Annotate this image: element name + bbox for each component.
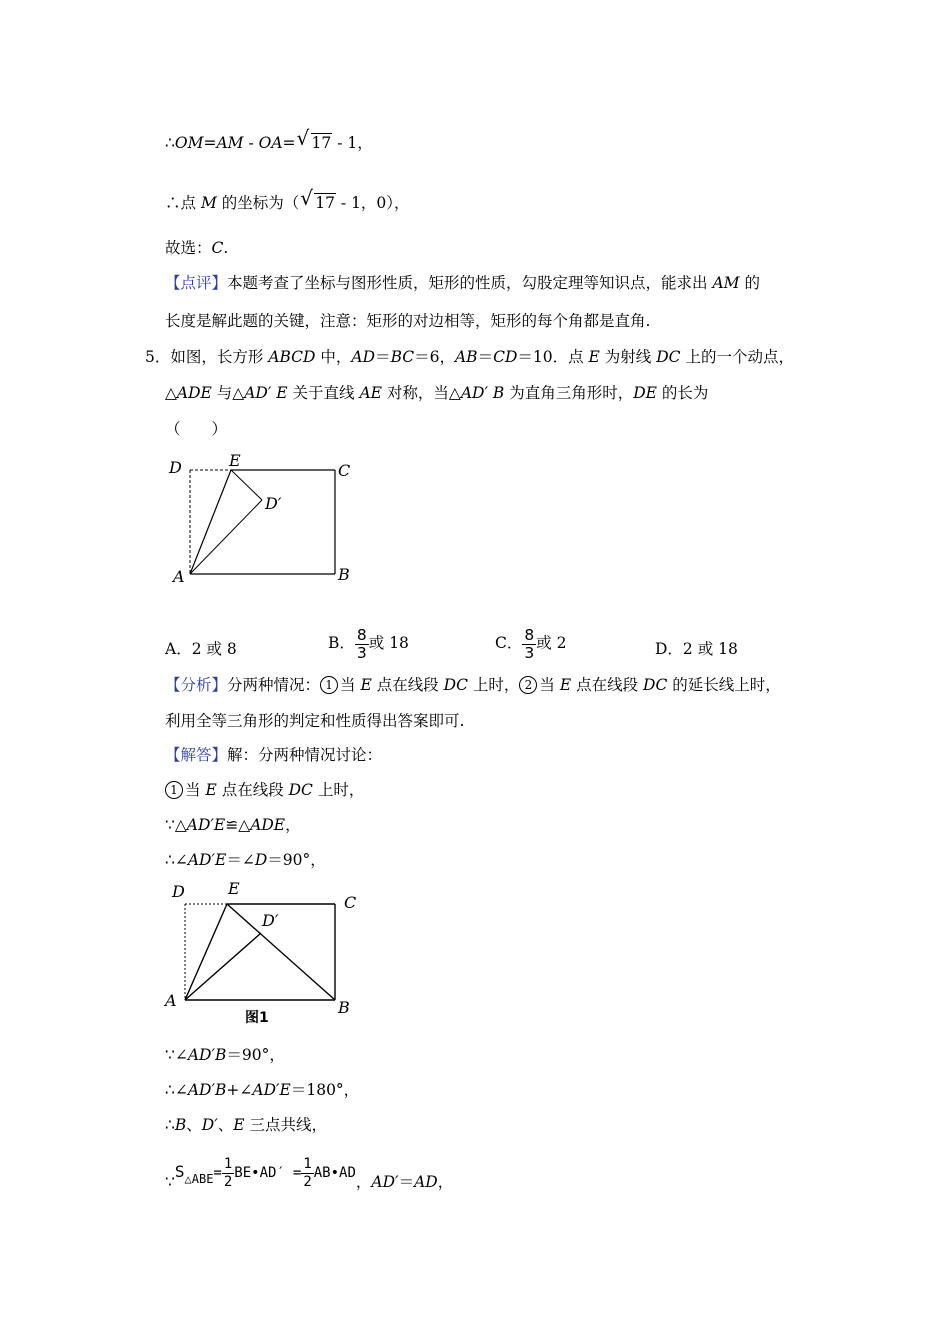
fraction-1-2: $\frac{1}{2}$	[223, 1155, 233, 1190]
sqrt-17: √ 17	[296, 126, 332, 152]
segment-ae	[190, 470, 231, 574]
line-m-coord: ∴点 M 的坐标为（ √ 17 - 1，0），	[165, 186, 410, 212]
solution-line-sum: ∴∠AD′B+∠AD′E＝180°，	[165, 1081, 360, 1099]
question-5-line-1: 5．如图，长方形 ABCD 中，AD＝BC＝6，AB＝CD＝10．点 E 为射线 DC 上的一个动点，	[145, 348, 794, 366]
solution-case-1: 1 当 E 点在线段 DC 上时，	[165, 779, 364, 801]
solution-line-right-angle: ∵∠AD′B＝90°，	[165, 1046, 285, 1064]
solution-line-collinear: ∴B、D′、E 三点共线，	[165, 1116, 328, 1134]
fraction-8-3: $\frac{8}{3}$	[356, 625, 367, 662]
solution-tag: 【解答】	[165, 746, 228, 764]
line-om: ∴OM=AM - OA= √ 17 - 1，	[165, 126, 373, 152]
figure-rectangle-abcd	[165, 452, 365, 587]
fraction-1-2: $\frac{1}{2}$	[303, 1155, 312, 1190]
label-d-prime: D′	[262, 911, 279, 930]
option-c[interactable]: C． $\frac{8}{3}$ 或 2	[495, 625, 567, 662]
figure-1-case	[160, 876, 370, 1028]
solution-line-area: $\because S_{\triangle ABE}=$ $\frac{1}{2}$ BE•AD′ = $\frac{1}{2}$ AB•AD，AD′＝AD，	[165, 1155, 454, 1191]
circled-number-1: 1	[165, 781, 183, 799]
segment-eb	[227, 904, 335, 1000]
circled-number-2: 2	[519, 676, 537, 694]
segment-ed-prime	[231, 470, 262, 500]
solution-line-angle: ∴∠AD′E＝∠D＝90°，	[165, 851, 326, 869]
segment-d-prime-a	[190, 500, 262, 574]
label-b: B	[338, 565, 350, 584]
question-5-line-2: △ADE 与△AD′ E 关于直线 AE 对称，当△AD′ B 为直角三角形时，DE 的长为	[165, 384, 709, 402]
segment-ad-prime	[185, 933, 261, 1000]
analysis-line-2: 利用全等三角形的判定和性质得出答案即可.	[165, 712, 465, 730]
solution-line-1: 【解答】解：分两种情况讨论：	[165, 746, 383, 764]
comment-line-1: 【点评】本题考查了坐标与图形性质，矩形的性质，勾股定理等知识点，能求出 AM 的	[165, 274, 760, 292]
option-a[interactable]: A．2 或 8	[165, 640, 237, 658]
segment-ae	[185, 904, 227, 1000]
label-c: C	[338, 461, 351, 480]
label-b: B	[338, 998, 350, 1017]
label-d: D	[172, 882, 185, 901]
label-e: E	[228, 879, 240, 898]
analysis-line-1: 【分析】分两种情况： 1 当 E 点在线段 DC 上时， 2 当 E 点在线段 DC 的延长线上时，	[165, 676, 781, 694]
figure-caption: 图1	[245, 1010, 269, 1026]
comment-line-2: 长度是解此题的关键，注意：矩形的对边相等，矩形的每个角都是直角.	[165, 312, 651, 330]
question-5-blank: （ ）	[165, 420, 228, 438]
circled-number-1: 1	[320, 676, 338, 694]
label-a: A	[173, 567, 185, 586]
label-e: E	[229, 452, 241, 470]
label-a: A	[165, 991, 177, 1010]
line-answer: 故选：C.	[165, 239, 229, 257]
sqrt-17: √ 17	[300, 186, 335, 212]
label-c: C	[344, 893, 357, 912]
solution-line-congruent: ∵△AD′E≌△ADE，	[165, 816, 301, 834]
label-d-prime: D′	[265, 494, 282, 513]
analysis-tag: 【分析】	[165, 676, 228, 694]
option-b[interactable]: B． $\frac{8}{3}$ 或 18	[328, 625, 409, 662]
option-d[interactable]: D．2 或 18	[655, 640, 738, 658]
comment-tag: 【点评】	[165, 274, 228, 292]
fraction-8-3: $\frac{8}{3}$	[524, 625, 535, 662]
label-d: D	[169, 458, 182, 477]
